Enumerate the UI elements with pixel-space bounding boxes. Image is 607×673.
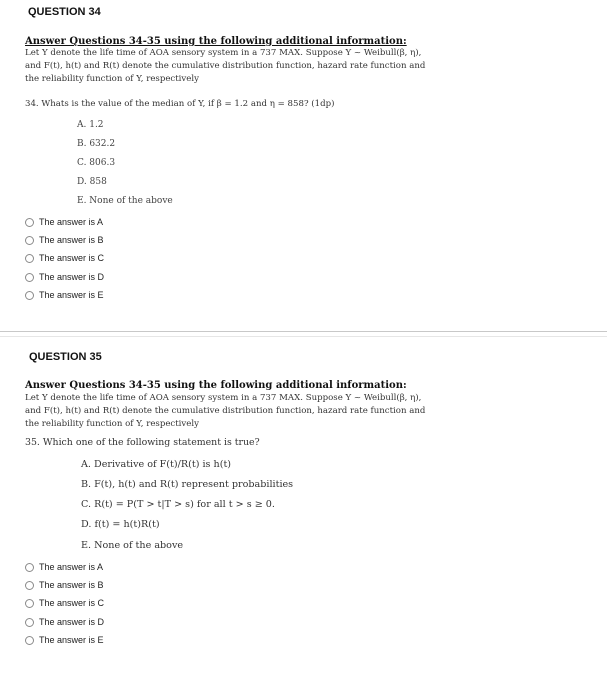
answer-label: The answer is A [39, 217, 104, 227]
question-35-answer-d[interactable] [25, 617, 104, 627]
answer-label: The answer is D [39, 617, 105, 627]
question-34-answer-b[interactable] [25, 235, 104, 245]
question-35-answer-e[interactable] [25, 635, 104, 645]
question-34-info-header: Answer Questions 34-35 using the following additional information: [25, 36, 407, 47]
question-35-info-line-3: the reliability function of Y, respectively [25, 419, 199, 429]
question-35-option-d: D. f(t) = h(t)R(t) [81, 519, 160, 530]
radio-button[interactable] [25, 581, 34, 590]
question-35-answer-b[interactable] [25, 580, 104, 590]
question-34-info-line-3: the reliability function of Y, respectively [25, 74, 199, 84]
question-35-info-header: Answer Questions 34-35 using the following additional information: [25, 380, 407, 391]
answer-label: The answer is C [39, 598, 105, 608]
question-35-info-line-2: and F(t), h(t) and R(t) denote the cumulative distribution function, hazard rate function and [25, 406, 426, 416]
question-34-answer-e[interactable] [25, 290, 104, 300]
question-35-option-e: E. None of the above [81, 540, 184, 551]
answer-label: The answer is D [39, 272, 105, 282]
question-35-text: 35. Which one of the following statement is true? [25, 437, 260, 448]
radio-button[interactable] [25, 636, 34, 645]
radio-button[interactable] [25, 273, 34, 282]
question-35-info-line-1: Let Y denote the life time of AOA sensory system in a 737 MAX. Suppose Y ~ Weibull(β, η), [25, 393, 422, 403]
question-35-option-c: C. R(t) = P(T > t|T > s) for all t > s ≥ 0. [81, 499, 275, 510]
answer-label: The answer is B [39, 580, 104, 590]
question-34-option-b: B. 632.2 [77, 139, 116, 149]
question-35-option-b: B. F(t), h(t) and R(t) represent probabilities [81, 479, 294, 490]
radio-button[interactable] [25, 599, 34, 608]
question-35-answer-c[interactable] [25, 598, 104, 608]
radio-button[interactable] [25, 291, 34, 300]
answer-label: The answer is E [39, 290, 104, 300]
question-34-option-d: D. 858 [77, 177, 107, 187]
radio-button[interactable] [25, 218, 34, 227]
question-34-answer-a[interactable] [25, 217, 103, 227]
question-35-option-a: A. Derivative of F(t)/R(t) is h(t) [81, 459, 232, 470]
question-34-option-e: E. None of the above [77, 196, 173, 206]
question-34-option-c: C. 806.3 [77, 158, 116, 168]
question-divider-inner [0, 336, 607, 337]
radio-button[interactable] [25, 618, 34, 627]
question-34-answer-d[interactable] [25, 272, 104, 282]
question-34-answer-c[interactable] [25, 253, 104, 263]
answer-label: The answer is C [39, 253, 105, 263]
answer-label: The answer is A [39, 562, 104, 572]
question-divider [0, 331, 607, 332]
radio-button[interactable] [25, 254, 34, 263]
radio-button[interactable] [25, 563, 34, 572]
question-34-option-a: A. 1.2 [77, 120, 104, 130]
question-34-text: 34. Whats is the value of the median of Y, if β = 1.2 and η = 858? (1dp) [25, 99, 335, 109]
question-34-info-line-1: Let Y denote the life time of AOA sensory system in a 737 MAX. Suppose Y ~ Weibull(β, η), [25, 48, 422, 58]
answer-label: The answer is B [39, 235, 104, 245]
question-34-title: QUESTION 34 [28, 6, 101, 18]
radio-button[interactable] [25, 236, 34, 245]
question-35-answer-a[interactable] [25, 562, 103, 572]
question-34-info-line-2: and F(t), h(t) and R(t) denote the cumulative distribution function, hazard rate function and [25, 61, 426, 71]
question-35-title: QUESTION 35 [29, 351, 102, 363]
answer-label: The answer is E [39, 635, 104, 645]
